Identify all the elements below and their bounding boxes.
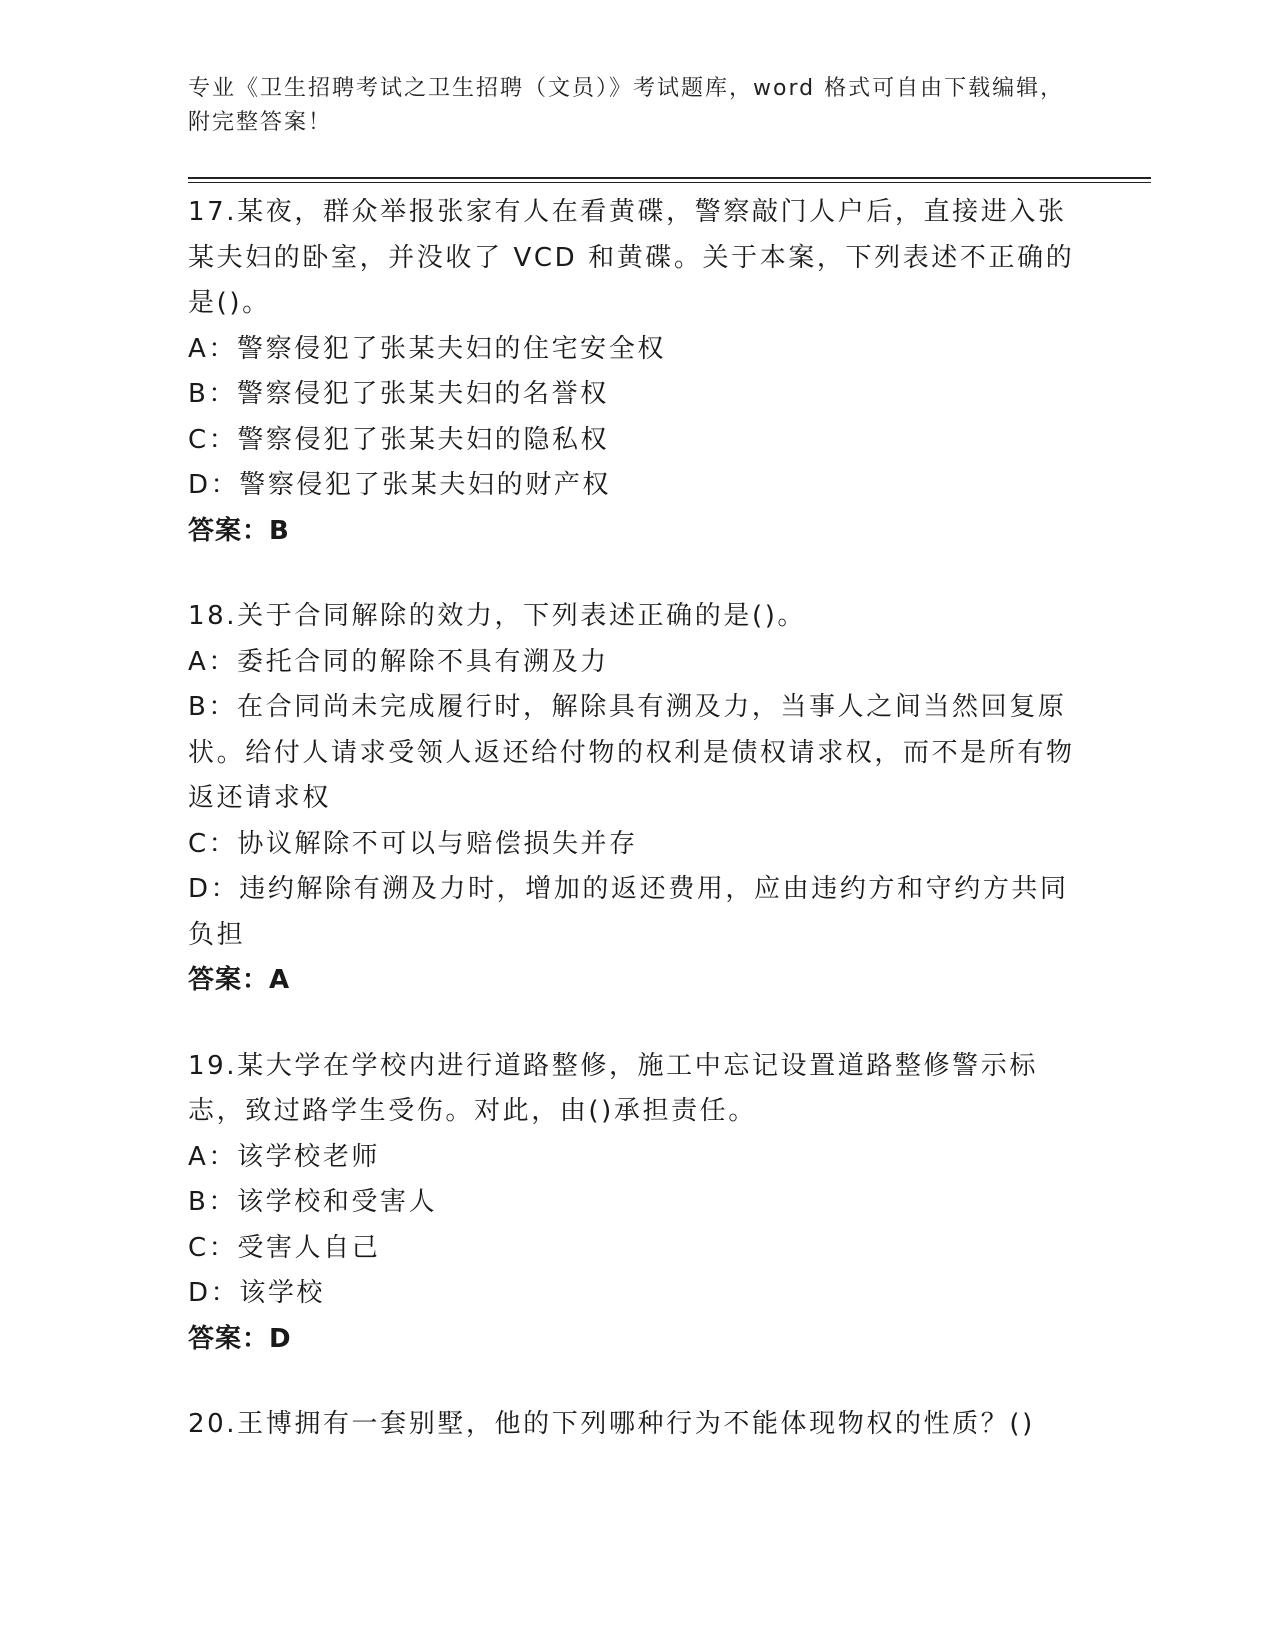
- option-a: A：该学校老师: [188, 1141, 380, 1172]
- option-c: C：警察侵犯了张某夫妇的隐私权: [188, 424, 610, 455]
- document-header: 专业《卫生招聘考试之卫生招聘（文员）》考试题库，word 格式可自由下载编辑，附完整答案！: [188, 76, 1065, 135]
- question-18: [188, 594, 1088, 1004]
- option-b: B：警察侵犯了张某夫妇的名誉权: [188, 379, 609, 409]
- answer: 答案：A: [188, 965, 291, 995]
- header-divider-thin: [188, 182, 1151, 183]
- question-17: [188, 190, 1088, 554]
- option-d: D：警察侵犯了张某夫妇的财产权: [188, 470, 612, 500]
- question-text: 20.王博拥有一套别墅，他的下列哪种行为不能体现物权的性质？(): [188, 1409, 1035, 1439]
- option-c: C：受害人自己: [188, 1232, 381, 1263]
- question-text: 19.某大学在学校内进行道路整修，施工中忘记设置道路整修警示标志，致过路学生受伤。对此，由()承担责任。: [188, 1050, 1038, 1126]
- question-19: [188, 1044, 1088, 1363]
- header-divider-thick: [188, 177, 1151, 179]
- question-text: 17.某夜，群众举报张家有人在看黄碟，警察敲门人户后，直接进入张某夫妇的卧室，并没收了 VCD 和黄碟。关于本案，下列表述不正确的是()。: [188, 197, 1075, 318]
- answer: 答案：B: [188, 515, 290, 546]
- option-a: A：警察侵犯了张某夫妇的住宅安全权: [188, 333, 666, 364]
- option-c: C：协议解除不可以与赔偿损失并存: [188, 828, 638, 859]
- option-b: B：该学校和受害人: [188, 1187, 438, 1217]
- question-20: [188, 1402, 1088, 1448]
- answer: 答案：D: [188, 1323, 292, 1354]
- option-d: D：该学校: [188, 1278, 326, 1308]
- question-text: 18.关于合同解除的效力，下列表述正确的是()。: [188, 601, 807, 631]
- option-b: B：在合同尚未完成履行时，解除具有溯及力，当事人之间当然回复原状。给付人请求受领人返还给付物的权利是债权请求权，而不是所有物返还请求权: [188, 692, 1075, 813]
- option-d: D：违约解除有溯及力时，增加的返还费用，应由违约方和守约方共同负担: [188, 874, 1069, 950]
- option-a: A：委托合同的解除不具有溯及力: [188, 646, 609, 677]
- question-list: [188, 190, 1088, 1488]
